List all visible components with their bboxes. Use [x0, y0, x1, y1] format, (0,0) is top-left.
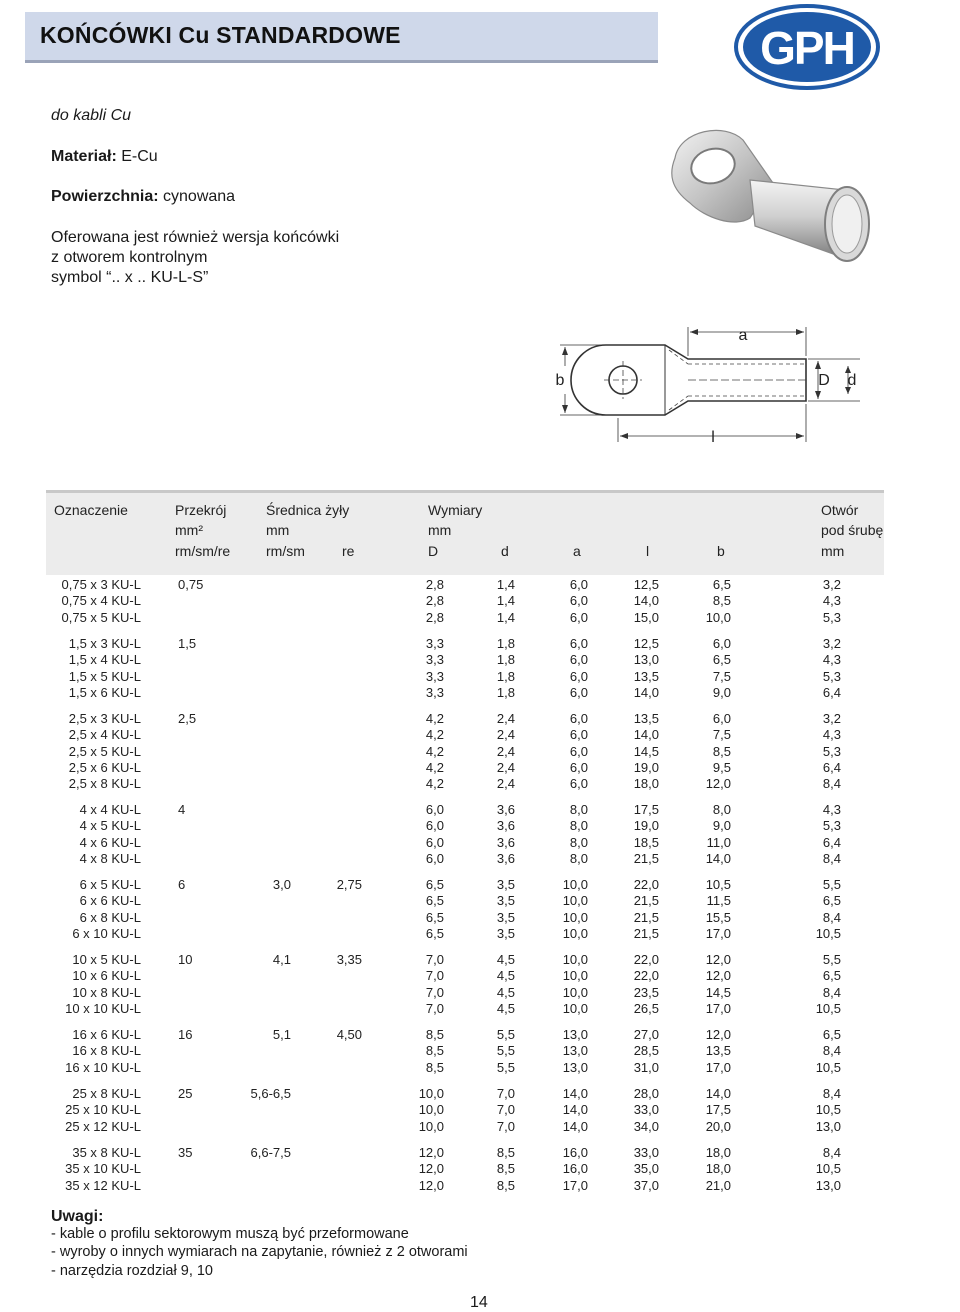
- dim-b-cell: 6,0: [712, 711, 731, 726]
- col-przekroj-sub: rm/sm/re: [175, 543, 231, 559]
- przekroj-value: 0,75: [178, 577, 204, 592]
- hole-cell: 3,2: [822, 636, 841, 651]
- designation-cell: 25 x 10 KU-L: [65, 1102, 141, 1117]
- dim-a-cell: 13,0: [562, 1027, 588, 1042]
- hole-cell: 3,2: [822, 711, 841, 726]
- dim-a-cell: 6,0: [569, 760, 588, 775]
- dim-a-cell: 6,0: [569, 593, 588, 608]
- dim-l-cell: 21,5: [633, 926, 659, 941]
- dim-D-cell: 12,0: [418, 1178, 444, 1193]
- przekroj-value: 25: [178, 1086, 193, 1101]
- dim-D-cell: 4,2: [425, 711, 444, 726]
- dim-l-cell: 15,0: [633, 610, 659, 625]
- dim-d-cell: 3,5: [496, 926, 515, 941]
- dim-D-cell: 3,3: [425, 685, 444, 700]
- dim-d-cell: 3,6: [496, 835, 515, 850]
- dim-d-cell: 1,8: [496, 685, 515, 700]
- dim-D-cell: 7,0: [425, 1001, 444, 1016]
- dim-d-cell: 3,5: [496, 910, 515, 925]
- dim-l-cell: 21,5: [633, 851, 659, 866]
- dim-b-cell: 9,5: [712, 760, 731, 775]
- dim-d-cell: 1,4: [496, 593, 515, 608]
- col-a: a: [573, 543, 581, 559]
- dim-D-cell: 4,2: [425, 776, 444, 791]
- hole-cell: 13,0: [815, 1119, 841, 1134]
- dim-a-cell: 10,0: [562, 926, 588, 941]
- dim-D-cell: 2,8: [425, 577, 444, 592]
- cable-lug-photo: [655, 118, 875, 288]
- dim-d-cell: 1,8: [496, 669, 515, 684]
- dim-d-cell: 8,5: [496, 1145, 515, 1160]
- dim-d-cell: 5,5: [496, 1043, 515, 1058]
- dim-d-cell: 2,4: [496, 744, 515, 759]
- hole-cell: 3,2: [822, 577, 841, 592]
- dim-d-cell: 3,6: [496, 802, 515, 817]
- col-otwor-unit: mm: [821, 543, 845, 559]
- dim-a-cell: 10,0: [562, 985, 588, 1000]
- dim-D-cell: 6,5: [425, 877, 444, 892]
- dim-D-cell: 7,0: [425, 968, 444, 983]
- designation-cell: 6 x 10 KU-L: [72, 926, 141, 941]
- dim-b-cell: 14,5: [705, 985, 731, 1000]
- dim-b-cell: 12,0: [705, 952, 731, 967]
- dim-b-cell: 13,5: [705, 1043, 731, 1058]
- designation-cell: 0,75 x 5 KU-L: [61, 610, 141, 625]
- designation-cell: 1,5 x 3 KU-L: [68, 636, 141, 651]
- col-srednica-sub: rm/sm: [266, 543, 305, 559]
- srednica-rmsm-value: 3,0: [272, 877, 291, 892]
- dim-l-cell: 31,0: [633, 1060, 659, 1075]
- dim-D-cell: 2,8: [425, 610, 444, 625]
- note-item: - kable o profilu sektorowym muszą być przeformowane: [51, 1226, 409, 1242]
- hole-cell: 6,4: [822, 760, 841, 775]
- designation-cell: 6 x 6 KU-L: [79, 893, 141, 908]
- dim-D-cell: 4,2: [425, 760, 444, 775]
- hole-cell: 10,5: [815, 926, 841, 941]
- dim-b-cell: 7,5: [712, 727, 731, 742]
- col-przekroj: Przekrój: [175, 502, 227, 518]
- designation-cell: 1,5 x 4 KU-L: [68, 652, 141, 667]
- offer-line-2: z otworem kontrolnym: [51, 249, 208, 266]
- dim-l-cell: 22,0: [633, 968, 659, 983]
- dim-d-cell: 1,4: [496, 577, 515, 592]
- col-srednica: Średnica żyły: [266, 502, 350, 518]
- dim-a-cell: 6,0: [569, 711, 588, 726]
- dim-label-a: a: [738, 327, 748, 344]
- hole-cell: 5,3: [822, 818, 841, 833]
- dim-D-cell: 6,5: [425, 910, 444, 925]
- material-label: Materiał:: [51, 148, 117, 165]
- dim-label-D: D: [818, 372, 830, 389]
- dim-l-cell: 13,5: [633, 711, 659, 726]
- dim-b-cell: 8,0: [712, 802, 731, 817]
- srednica-rmsm-value: 6,6-7,5: [250, 1145, 291, 1160]
- dim-D-cell: 6,0: [425, 818, 444, 833]
- dim-D-cell: 7,0: [425, 985, 444, 1000]
- srednica-rmsm-value: 5,1: [272, 1027, 291, 1042]
- hole-cell: 8,4: [822, 851, 841, 866]
- dim-a-cell: 13,0: [562, 1043, 588, 1058]
- dim-d-cell: 2,4: [496, 711, 515, 726]
- dim-l-cell: 14,5: [633, 744, 659, 759]
- dim-label-d: d: [847, 372, 857, 389]
- dim-l-cell: 12,5: [633, 636, 659, 651]
- col-b: b: [717, 543, 725, 559]
- dim-a-cell: 10,0: [562, 893, 588, 908]
- note-item: - wyroby o innych wymiarach na zapytanie, również z 2 otworami: [51, 1244, 468, 1260]
- designation-cell: 4 x 6 KU-L: [79, 835, 141, 850]
- designation-cell: 25 x 12 KU-L: [65, 1119, 141, 1134]
- col-l: l: [646, 543, 650, 559]
- col-otwor: Otwór: [821, 502, 859, 518]
- designation-cell: 35 x 10 KU-L: [65, 1161, 141, 1176]
- dim-l-cell: 14,0: [633, 727, 659, 742]
- dim-b-cell: 11,5: [706, 893, 731, 908]
- dim-a-cell: 10,0: [562, 910, 588, 925]
- hole-cell: 5,3: [822, 744, 841, 759]
- designation-cell: 0,75 x 4 KU-L: [61, 593, 141, 608]
- dim-d-cell: 4,5: [496, 985, 515, 1000]
- dim-label-l: l: [711, 429, 715, 446]
- dim-l-cell: 26,5: [633, 1001, 659, 1016]
- srednica-rmsm-value: 4,1: [272, 952, 291, 967]
- dim-b-cell: 9,0: [712, 818, 731, 833]
- dim-l-cell: 13,0: [633, 652, 659, 667]
- designation-cell: 16 x 6 KU-L: [72, 1027, 141, 1042]
- surface-value: cynowana: [163, 188, 236, 205]
- dim-l-cell: 34,0: [633, 1119, 659, 1134]
- przekroj-value: 6: [178, 877, 186, 892]
- hole-cell: 10,5: [815, 1161, 841, 1176]
- dim-D-cell: 6,5: [425, 926, 444, 941]
- dim-a-cell: 16,0: [562, 1161, 588, 1176]
- dim-d-cell: 1,8: [496, 652, 515, 667]
- dim-b-cell: 14,0: [705, 851, 731, 866]
- hole-cell: 10,5: [815, 1060, 841, 1075]
- hole-cell: 13,0: [815, 1178, 841, 1193]
- dim-a-cell: 6,0: [569, 577, 588, 592]
- srednica-rmsm-value: 5,6-6,5: [250, 1086, 291, 1101]
- dim-l-cell: 28,5: [633, 1043, 659, 1058]
- dim-l-cell: 22,0: [633, 952, 659, 967]
- dim-b-cell: 12,0: [705, 776, 731, 791]
- dim-D-cell: 4,2: [425, 744, 444, 759]
- dim-b-cell: 17,0: [705, 926, 731, 941]
- dim-l-cell: 14,0: [633, 685, 659, 700]
- dim-D-cell: 4,2: [425, 727, 444, 742]
- dim-D-cell: 10,0: [418, 1086, 444, 1101]
- dim-d-cell: 1,4: [496, 610, 515, 625]
- col-otwor-sub: pod śrubę: [821, 522, 884, 538]
- material-value: E-Cu: [121, 148, 158, 165]
- designation-cell: 10 x 6 KU-L: [72, 968, 141, 983]
- designation-cell: 10 x 8 KU-L: [72, 985, 141, 1000]
- dim-b-cell: 12,0: [705, 1027, 731, 1042]
- designation-cell: 1,5 x 6 KU-L: [68, 685, 141, 700]
- dim-l-cell: 28,0: [633, 1086, 659, 1101]
- dim-a-cell: 6,0: [569, 776, 588, 791]
- dim-d-cell: 2,4: [496, 727, 515, 742]
- dim-d-cell: 3,6: [496, 818, 515, 833]
- hole-cell: 5,3: [822, 610, 841, 625]
- dim-d-cell: 2,4: [496, 760, 515, 775]
- dim-b-cell: 10,5: [705, 877, 731, 892]
- col-srednica-unit: mm: [266, 522, 290, 538]
- hole-cell: 4,3: [822, 727, 841, 742]
- dim-D-cell: 6,0: [425, 835, 444, 850]
- dim-b-cell: 7,5: [712, 669, 731, 684]
- offer-line-3: symbol “.. x .. KU-L-S”: [51, 269, 209, 286]
- dim-b-cell: 20,0: [705, 1119, 731, 1134]
- dim-b-cell: 6,5: [712, 577, 731, 592]
- hole-cell: 5,5: [822, 877, 841, 892]
- hole-cell: 8,4: [822, 910, 841, 925]
- col-D: D: [428, 543, 439, 559]
- dim-d-cell: 7,0: [496, 1119, 515, 1134]
- page-number: 14: [470, 1294, 488, 1311]
- dim-l-cell: 14,0: [633, 593, 659, 608]
- dim-b-cell: 8,5: [712, 744, 731, 759]
- dim-D-cell: 12,0: [418, 1161, 444, 1176]
- dim-l-cell: 12,5: [633, 577, 659, 592]
- dim-a-cell: 10,0: [562, 968, 588, 983]
- hole-cell: 8,4: [822, 1043, 841, 1058]
- dim-a-cell: 14,0: [562, 1086, 588, 1101]
- designation-cell: 2,5 x 6 KU-L: [68, 760, 141, 775]
- dim-D-cell: 7,0: [425, 952, 444, 967]
- designation-cell: 0,75 x 3 KU-L: [61, 577, 141, 592]
- dim-D-cell: 6,5: [425, 893, 444, 908]
- dim-b-cell: 17,0: [705, 1001, 731, 1016]
- hole-cell: 8,4: [822, 1145, 841, 1160]
- dim-a-cell: 8,0: [569, 851, 588, 866]
- hole-cell: 8,4: [822, 776, 841, 791]
- title-underline: [25, 60, 658, 63]
- hole-cell: 6,4: [822, 835, 841, 850]
- note-item: - narzędzia rozdział 9, 10: [51, 1263, 213, 1279]
- dim-b-cell: 17,0: [705, 1060, 731, 1075]
- dim-l-cell: 18,0: [633, 776, 659, 791]
- dim-l-cell: 21,5: [633, 910, 659, 925]
- dim-d-cell: 3,5: [496, 893, 515, 908]
- gph-logo: [734, 4, 880, 90]
- designation-cell: 35 x 8 KU-L: [72, 1145, 141, 1160]
- hole-cell: 8,4: [822, 985, 841, 1000]
- designation-cell: 6 x 5 KU-L: [79, 877, 141, 892]
- srednica-re-value: 3,35: [336, 952, 362, 967]
- hole-cell: 4,3: [822, 652, 841, 667]
- dim-b-cell: 6,0: [712, 636, 731, 651]
- dim-d-cell: 5,5: [496, 1027, 515, 1042]
- dim-a-cell: 14,0: [562, 1119, 588, 1134]
- surface-line: [51, 188, 235, 206]
- dim-D-cell: 8,5: [425, 1043, 444, 1058]
- przekroj-value: 10: [178, 952, 193, 967]
- dim-a-cell: 16,0: [562, 1145, 588, 1160]
- notes-title: Uwagi:: [51, 1208, 104, 1225]
- dim-l-cell: 17,5: [633, 802, 659, 817]
- material-line: [51, 148, 158, 166]
- przekroj-value: 4: [178, 802, 186, 817]
- designation-cell: 6 x 8 KU-L: [79, 910, 141, 925]
- dim-b-cell: 6,5: [712, 652, 731, 667]
- dim-D-cell: 10,0: [418, 1102, 444, 1117]
- hole-cell: 6,5: [822, 1027, 841, 1042]
- dim-D-cell: 3,3: [425, 652, 444, 667]
- dim-D-cell: 3,3: [425, 669, 444, 684]
- dim-l-cell: 23,5: [633, 985, 659, 1000]
- dim-l-cell: 22,0: [633, 877, 659, 892]
- srednica-re-value: 2,75: [336, 877, 362, 892]
- dim-d-cell: 8,5: [496, 1178, 515, 1193]
- przekroj-value: 1,5: [178, 636, 197, 651]
- srednica-re-value: 4,50: [336, 1027, 362, 1042]
- col-przekroj-unit: mm²: [175, 522, 203, 538]
- dim-a-cell: 6,0: [569, 669, 588, 684]
- dim-D-cell: 6,0: [425, 851, 444, 866]
- hole-cell: 6,5: [822, 968, 841, 983]
- logo-text: GPH: [760, 22, 854, 74]
- dim-d-cell: 5,5: [496, 1060, 515, 1075]
- hole-cell: 4,3: [822, 593, 841, 608]
- hole-cell: 6,5: [822, 893, 841, 908]
- dim-b-cell: 21,0: [705, 1178, 731, 1193]
- dim-l-cell: 19,0: [633, 760, 659, 775]
- dim-a-cell: 8,0: [569, 835, 588, 850]
- dim-d-cell: 7,0: [496, 1086, 515, 1101]
- dim-a-cell: 8,0: [569, 818, 588, 833]
- dim-a-cell: 10,0: [562, 1001, 588, 1016]
- dim-d-cell: 4,5: [496, 968, 515, 983]
- dim-l-cell: 19,0: [633, 818, 659, 833]
- designation-cell: 10 x 5 KU-L: [72, 952, 141, 967]
- col-wymiary: Wymiary: [428, 502, 483, 518]
- dim-b-cell: 8,5: [712, 593, 731, 608]
- dim-D-cell: 3,3: [425, 636, 444, 651]
- dim-a-cell: 6,0: [569, 610, 588, 625]
- technical-drawing: [548, 318, 868, 446]
- przekroj-value: 35: [178, 1145, 193, 1160]
- dim-b-cell: 10,0: [705, 610, 731, 625]
- hole-cell: 6,4: [822, 685, 841, 700]
- col-oznaczenie: Oznaczenie: [54, 502, 128, 518]
- cable-type: do kabli Cu: [51, 107, 132, 124]
- dim-a-cell: 14,0: [562, 1102, 588, 1117]
- dim-d-cell: 8,5: [496, 1161, 515, 1176]
- designation-cell: 10 x 10 KU-L: [65, 1001, 141, 1016]
- designation-cell: 1,5 x 5 KU-L: [68, 669, 141, 684]
- dim-D-cell: 2,8: [425, 593, 444, 608]
- page-title: KOŃCÓWKI Cu STANDARDOWE: [40, 22, 401, 48]
- dim-d-cell: 7,0: [496, 1102, 515, 1117]
- dim-d-cell: 2,4: [496, 776, 515, 791]
- designation-cell: 2,5 x 5 KU-L: [68, 744, 141, 759]
- dim-l-cell: 33,0: [633, 1145, 659, 1160]
- designation-cell: 2,5 x 3 KU-L: [68, 711, 141, 726]
- dim-a-cell: 8,0: [569, 802, 588, 817]
- hole-cell: 10,5: [815, 1001, 841, 1016]
- dim-d-cell: 4,5: [496, 1001, 515, 1016]
- hole-cell: 5,3: [822, 669, 841, 684]
- dim-a-cell: 10,0: [562, 952, 588, 967]
- designation-cell: 35 x 12 KU-L: [65, 1178, 141, 1193]
- dim-b-cell: 18,0: [705, 1145, 731, 1160]
- dim-b-cell: 18,0: [705, 1161, 731, 1176]
- dim-a-cell: 6,0: [569, 727, 588, 742]
- dim-b-cell: 17,5: [705, 1102, 731, 1117]
- dim-l-cell: 21,5: [633, 893, 659, 908]
- dim-d-cell: 3,6: [496, 851, 515, 866]
- hole-cell: 10,5: [815, 1102, 841, 1117]
- designation-cell: 2,5 x 4 KU-L: [68, 727, 141, 742]
- dim-D-cell: 10,0: [418, 1119, 444, 1134]
- dim-label-b: b: [555, 372, 565, 389]
- dim-d-cell: 1,8: [496, 636, 515, 651]
- designation-cell: 4 x 8 KU-L: [79, 851, 141, 866]
- hole-cell: 5,5: [822, 952, 841, 967]
- dim-D-cell: 6,0: [425, 802, 444, 817]
- dim-D-cell: 8,5: [425, 1060, 444, 1075]
- col-srednica-re: re: [342, 543, 355, 559]
- designation-cell: 2,5 x 8 KU-L: [68, 776, 141, 791]
- dim-l-cell: 27,0: [633, 1027, 659, 1042]
- hole-cell: 4,3: [822, 802, 841, 817]
- dim-b-cell: 15,5: [705, 910, 731, 925]
- przekroj-value: 16: [178, 1027, 193, 1042]
- dim-b-cell: 11,0: [706, 835, 731, 850]
- dim-l-cell: 35,0: [633, 1161, 659, 1176]
- dim-b-cell: 12,0: [705, 968, 731, 983]
- dim-D-cell: 12,0: [418, 1145, 444, 1160]
- dim-l-cell: 13,5: [633, 669, 659, 684]
- dim-D-cell: 8,5: [425, 1027, 444, 1042]
- designation-cell: 4 x 5 KU-L: [79, 818, 141, 833]
- dim-a-cell: 13,0: [562, 1060, 588, 1075]
- dim-a-cell: 6,0: [569, 636, 588, 651]
- dim-a-cell: 6,0: [569, 652, 588, 667]
- designation-cell: 16 x 10 KU-L: [65, 1060, 141, 1075]
- col-wymiary-unit: mm: [428, 522, 452, 538]
- dim-a-cell: 17,0: [562, 1178, 588, 1193]
- designation-cell: 4 x 4 KU-L: [79, 802, 141, 817]
- dim-b-cell: 9,0: [712, 685, 731, 700]
- dim-l-cell: 33,0: [633, 1102, 659, 1117]
- dim-l-cell: 18,5: [633, 835, 659, 850]
- przekroj-value: 2,5: [178, 711, 197, 726]
- designation-cell: 25 x 8 KU-L: [72, 1086, 141, 1101]
- dim-d-cell: 4,5: [496, 952, 515, 967]
- surface-label: Powierzchnia:: [51, 188, 159, 205]
- dim-a-cell: 10,0: [562, 877, 588, 892]
- offer-line-1: Oferowana jest również wersja końcówki: [51, 229, 340, 246]
- dim-b-cell: 14,0: [705, 1086, 731, 1101]
- hole-cell: 8,4: [822, 1086, 841, 1101]
- dim-a-cell: 6,0: [569, 685, 588, 700]
- col-d: d: [501, 543, 509, 559]
- dim-l-cell: 37,0: [633, 1178, 659, 1193]
- designation-cell: 16 x 8 KU-L: [72, 1043, 141, 1058]
- dim-d-cell: 3,5: [496, 877, 515, 892]
- dim-a-cell: 6,0: [569, 744, 588, 759]
